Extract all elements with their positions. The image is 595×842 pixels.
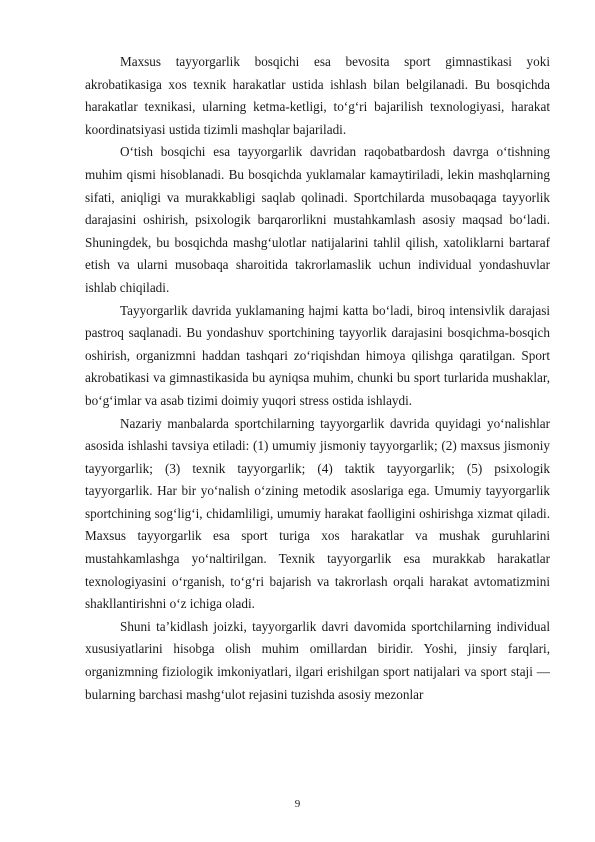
paragraph-2: O‘tish bosqichi esa tayyorgarlik davridan raqobatbardosh davrga o‘tishning muhim qismi hisoblanadi. Bu bosqichda yuklamalar kamaytiriladi, lekin mashqlarning sifati, aniqligi va murakkabligi saqlab qolinadi. Sportchilarda musobaqaga tayyorlik darajasini oshirish, psixologik barqarorlikni mustahkamlash asosiy maqsad bo‘ladi. Shuningdek, bu bosqichda mashg‘ulotlar natijalarini tahlil qilish, xatoliklarni bartaraf etish va ularni musobaqa sharoitida takrorlamaslik uchun individual yondashuvlar ishlab chiqiladi. xyxy=(85,144,550,295)
page-number: 9 xyxy=(294,798,301,810)
paragraph-5: Shuni ta’kidlash joizki, tayyorgarlik davri davomida sportchilarning individual xususiyatlarini hisobga olish muhim omillardan biridir. Yoshi, jinsiy farqlari, organizmning fiziologik imkoniyatlari, ilgari erishilgan sport natijalari va sport staji — bularning barchasi mashg‘ulot rejasini tuzishda asosiy mezonlar xyxy=(85,618,550,702)
body-text xyxy=(85,51,550,706)
paragraph-3: Tayyorgarlik davrida yuklamaning hajmi katta bo‘ladi, biroq intensivlik darajasi pastroq saqlanadi. Bu yondashuv sportchining tayyorlik darajasini bosqichma-bosqich oshirish, organizmni haddan tashqari zo‘riqishdan himoya qilishga qaratilgan. Sport akrobatikasi va gimnastikasida bu ayniqsa muhim, chunki bu sport turlarida mushaklar, bo‘g‘imlar va asab tizimi doimiy yuqori stress ostida ishlaydi. xyxy=(85,302,550,408)
paragraph-4: Nazariy manbalarda sportchilarning tayyorgarlik davrida quyidagi yo‘nalishlar asosida ishlashi tavsiya etiladi: (1) umumiy jismoniy tayyorgarlik; (2) maxsus jismoniy tayyorgarlik; (3) texnik tayyorgarlik; (4) taktik tayyorgarlik; (5) psixologik tayyorgarlik. Har bir yo‘nalish o‘zining metodik asoslariga ega. Umumiy tayyorgarlik sportchining sog‘lig‘i, chidamliligi, umumiy harakat faolligini oshirishga xizmat qiladi. Maxsus tayyorgarlik esa sport turiga xos harakatlar va mushak guruhlarini mustahkamlashga yo‘naltirilgan. Texnik tayyorgarlik esa murakkab harakatlar texnologiyasini o‘rganish, to‘g‘ri bajarish va takrorlash orqali harakat avtomatizmini shakllantirishni o‘z ichiga oladi. xyxy=(85,415,550,612)
paragraph-1: Maxsus tayyorgarlik bosqichi esa bevosita sport gimnastikasi yoki akrobatikasiga xos texnik harakatlar ustida ishlash bilan belgilanadi. Bu bosqichda harakatlar texnikasi, ularning ketma-ketligi, to‘g‘ri bajarilish texnologiyasi, harakat koordinatsiyasi ustida tizimli mashqlar bajariladi. xyxy=(85,54,550,137)
